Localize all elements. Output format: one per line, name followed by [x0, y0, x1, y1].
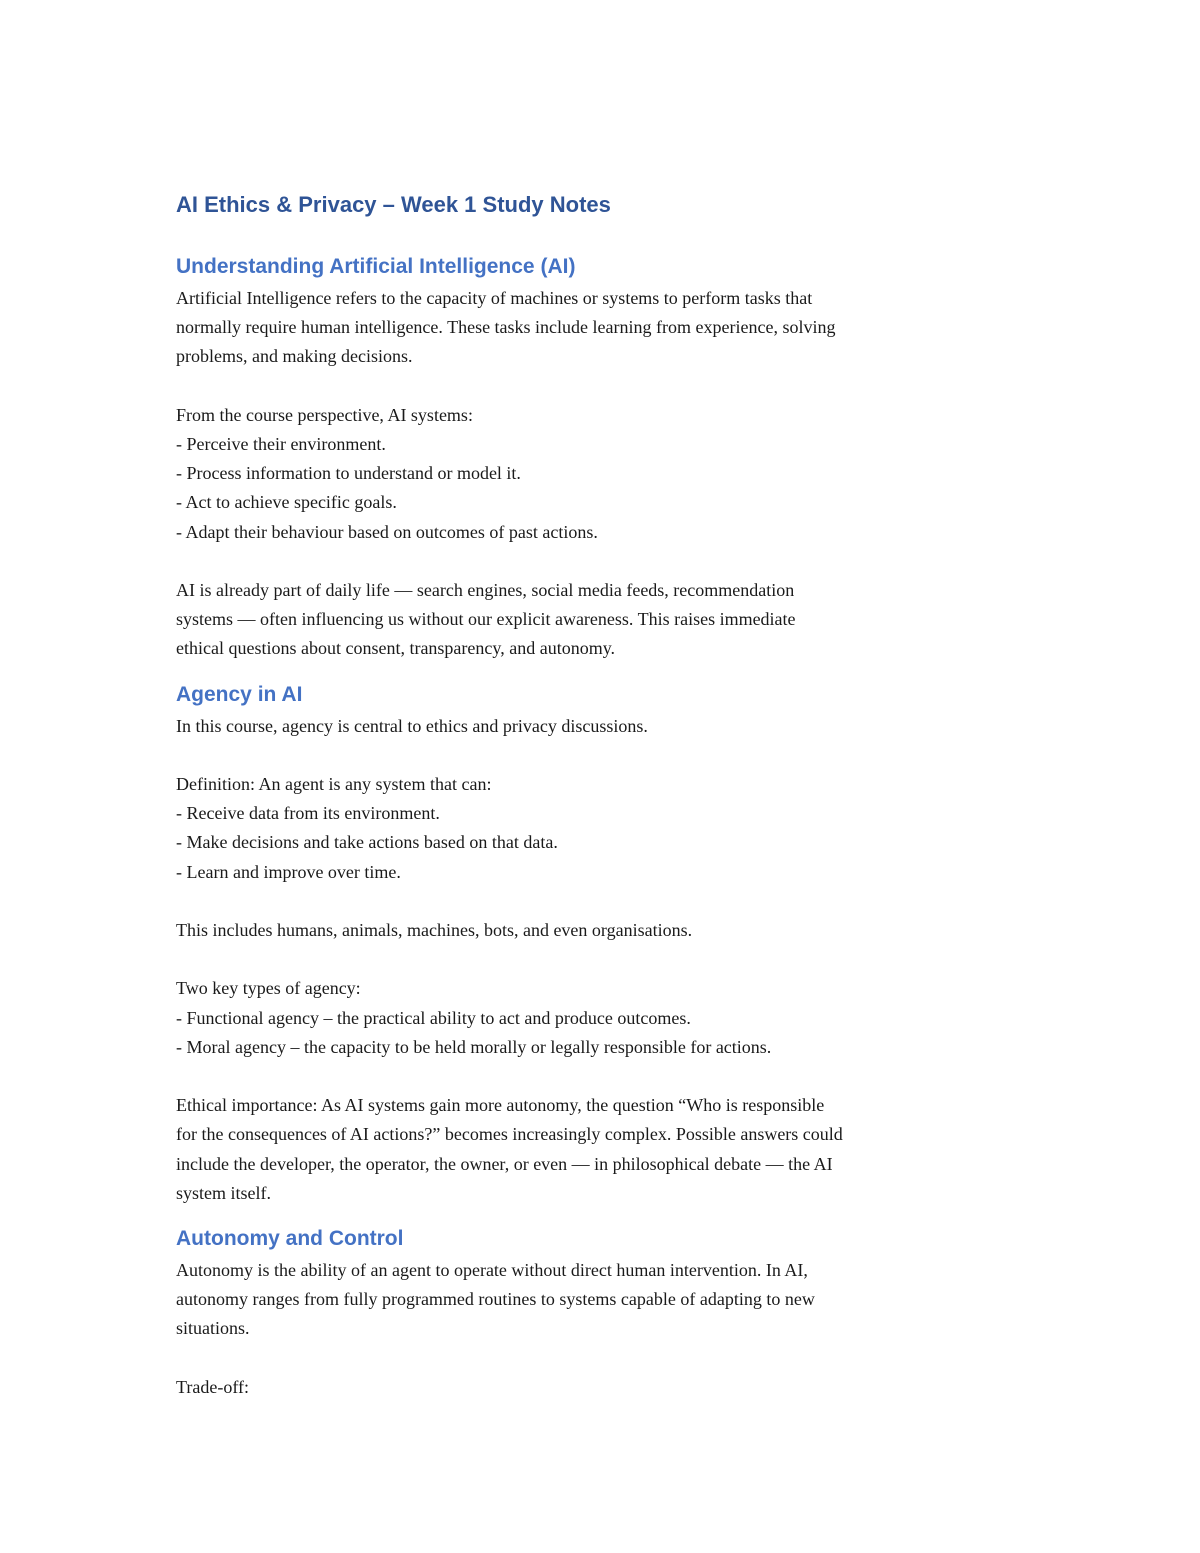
text-line: Definition: An agent is any system that can:: [176, 774, 492, 794]
text-line: - Adapt their behaviour based on outcomes of past actions.: [176, 521, 598, 542]
text-line: normally require human intelligence. These tasks include learning from experience, solving: [176, 317, 836, 338]
section-heading: Understanding Artificial Intelligence (AI): [176, 255, 576, 278]
text-line: systems — often influencing us without our explicit awareness. This raises immediate: [176, 609, 796, 630]
paragraph: [176, 1091, 1036, 1208]
text-line: This includes humans, animals, machines, bots, and even organisations.: [176, 920, 693, 940]
text-line: - Process information to understand or model it.: [176, 463, 521, 484]
text-line: Two key types of agency:: [176, 978, 361, 999]
section: [176, 1222, 1036, 1402]
text-line: Artificial Intelligence refers to the capacity of machines or systems to perform tasks that: [176, 288, 813, 308]
paragraph: [176, 576, 1036, 664]
text-line: - Functional agency – the practical ability to act and produce outcomes.: [176, 1007, 691, 1028]
text-line: Trade-off:: [176, 1376, 249, 1397]
paragraph: [176, 401, 1036, 547]
paragraph: [176, 974, 1036, 1062]
paragraph: [176, 1256, 1036, 1344]
text-line: Ethical importance: As AI systems gain more autonomy, the question “Who is responsible: [176, 1095, 825, 1116]
text-line: - Act to achieve specific goals.: [176, 492, 397, 513]
section-heading: Autonomy and Control: [176, 1227, 404, 1250]
text-line: From the course perspective, AI systems:: [176, 404, 473, 425]
text-line: AI is already part of daily life — search engines, social media feeds, recommendation: [176, 580, 795, 600]
paragraph: [176, 1373, 1036, 1402]
text-line: Autonomy is the ability of an agent to operate without direct human intervention. In AI,: [176, 1260, 808, 1280]
text-line: system itself.: [176, 1182, 271, 1203]
text-line: - Make decisions and take actions based on that data.: [176, 832, 558, 853]
text-line: - Moral agency – the capacity to be held morally or legally responsible for actions.: [176, 1036, 772, 1057]
paragraph: [176, 284, 1036, 372]
paragraph: [176, 770, 1036, 887]
text-line: situations.: [176, 1318, 250, 1339]
document-page: [176, 188, 1036, 1416]
text-line: - Perceive their environment.: [176, 434, 386, 454]
section: [176, 250, 1036, 664]
text-line: autonomy ranges from fully programmed routines to systems capable of adapting to new: [176, 1289, 815, 1310]
text-line: - Receive data from its environment.: [176, 803, 440, 824]
section-heading: Agency in AI: [176, 682, 303, 706]
document-body: [176, 250, 1036, 1402]
section: [176, 678, 1036, 1208]
text-line: In this course, agency is central to ethics and privacy discussions.: [176, 715, 648, 736]
text-line: problems, and making decisions.: [176, 346, 413, 367]
text-line: include the developer, the operator, the owner, or even — in philosophical debate — the AI: [176, 1153, 833, 1174]
text-line: ethical questions about consent, transparency, and autonomy.: [176, 638, 616, 659]
document-title: AI Ethics & Privacy – Week 1 Study Notes: [176, 192, 611, 217]
text-line: - Learn and improve over time.: [176, 861, 401, 882]
paragraph: [176, 712, 1036, 741]
text-line: for the consequences of AI actions?” becomes increasingly complex. Possible answers could: [176, 1124, 843, 1145]
paragraph: [176, 916, 1036, 945]
